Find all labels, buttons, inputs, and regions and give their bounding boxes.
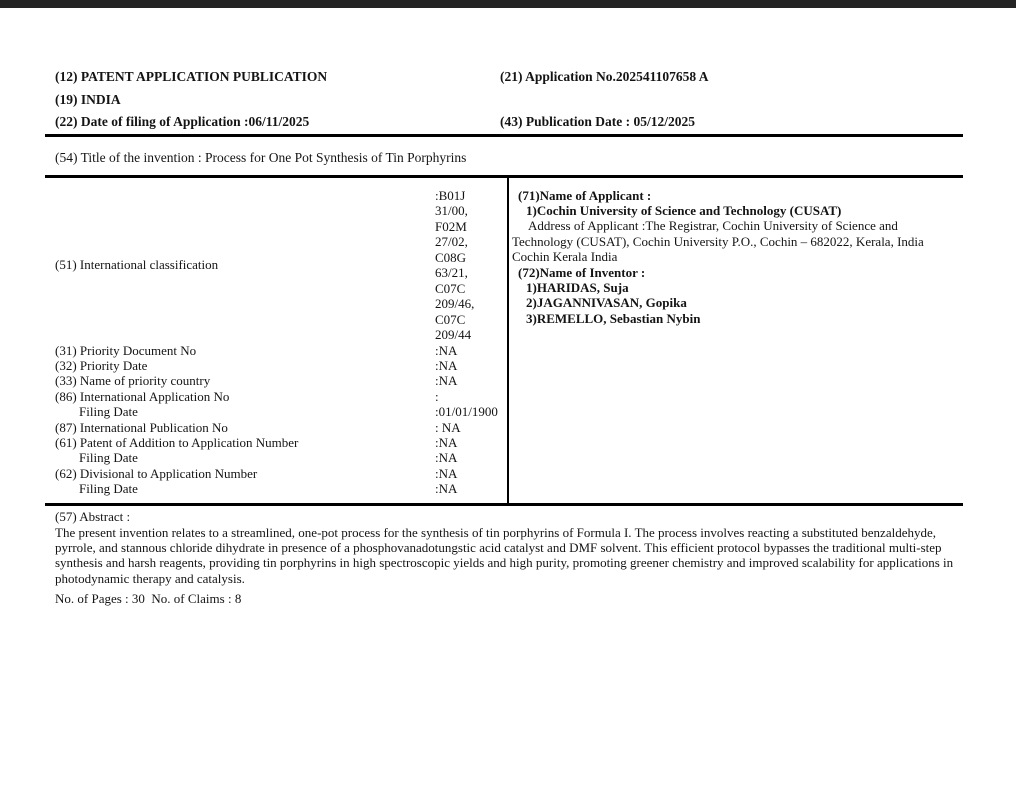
row-value: :NA bbox=[435, 357, 458, 373]
row-value: :NA bbox=[435, 450, 458, 466]
classification-codes: :B01J 31/00, F02M 27/02, C08G 63/21, C07C 209/46, C07C 209/44 bbox=[435, 187, 475, 342]
table-row bbox=[45, 358, 507, 373]
row-value: :01/01/1900 bbox=[435, 404, 498, 420]
classification-label: (51) International classification bbox=[55, 257, 219, 273]
publication-date: (43) Publication Date : 05/12/2025 bbox=[500, 114, 695, 129]
header-row-2 bbox=[45, 89, 963, 112]
country: (19) INDIA bbox=[55, 91, 121, 107]
bibliographic-table bbox=[45, 175, 963, 506]
row-label: (86) International Application No bbox=[55, 388, 230, 404]
inventor-name: 1)HARIDAS, Suja bbox=[526, 279, 629, 295]
row-value: : NA bbox=[435, 419, 461, 435]
row-label: Filing Date bbox=[79, 481, 138, 497]
application-number: (21) Application No.202541107658 A bbox=[500, 69, 709, 84]
row-value: :NA bbox=[435, 434, 458, 450]
row-value: :NA bbox=[435, 481, 458, 497]
header-row-1 bbox=[45, 66, 963, 89]
row-value: :NA bbox=[435, 373, 458, 389]
filing-date: (22) Date of filing of Application :06/11/2025 bbox=[55, 114, 310, 129]
row-label: (62) Divisional to Application Number bbox=[55, 465, 258, 481]
inventor-name: 3)REMELLO, Sebastian Nybin bbox=[526, 310, 701, 326]
row-label: (87) International Publication No bbox=[55, 419, 228, 435]
patent-front-page bbox=[0, 8, 1016, 607]
row-label: (32) Priority Date bbox=[55, 357, 148, 373]
table-row bbox=[45, 450, 507, 465]
applicant-address: Address of Applicant :The Registrar, Cochin University of Science and Technology (CUSAT), Cochin University P.O., Cochin – 682022, Kerala, India Cochin Kerala India bbox=[512, 218, 924, 265]
row-label: (33) Name of priority country bbox=[55, 373, 211, 389]
table-row bbox=[45, 481, 507, 496]
header-row-2-spacer bbox=[500, 89, 963, 112]
table-row bbox=[45, 435, 507, 450]
inventor-heading: (72)Name of Inventor : bbox=[518, 264, 646, 280]
table-row bbox=[45, 343, 507, 358]
row-value: :NA bbox=[435, 465, 458, 481]
table-row bbox=[45, 404, 507, 419]
publication-type: (12) PATENT APPLICATION PUBLICATION bbox=[55, 69, 328, 84]
table-left-column bbox=[45, 178, 507, 503]
table-right-column bbox=[507, 178, 963, 503]
viewer-top-bar bbox=[0, 0, 1016, 8]
row-label: (61) Patent of Addition to Application Number bbox=[55, 434, 299, 450]
applicant-heading: (71)Name of Applicant : bbox=[518, 187, 652, 203]
applicant-name: 1)Cochin University of Science and Technology (CUSAT) bbox=[526, 202, 842, 218]
table-row bbox=[45, 373, 507, 388]
table-row bbox=[45, 420, 507, 435]
bibliographic-header bbox=[45, 8, 963, 134]
classification-row bbox=[45, 188, 507, 343]
row-label: Filing Date bbox=[79, 404, 138, 420]
table-row bbox=[45, 466, 507, 481]
row-value: : bbox=[435, 388, 439, 404]
abstract-section bbox=[45, 506, 963, 608]
row-label: (31) Priority Document No bbox=[55, 342, 197, 358]
invention-title: (54) Title of the invention : Process for One Pot Synthesis of Tin Porphyrins bbox=[55, 149, 467, 165]
pages-claims-count: No. of Pages : 30 No. of Claims : 8 bbox=[55, 591, 242, 607]
table-row bbox=[45, 389, 507, 404]
inventor-name: 2)JAGANNIVASAN, Gopika bbox=[526, 295, 687, 311]
row-value: :NA bbox=[435, 342, 458, 358]
row-label: Filing Date bbox=[79, 450, 138, 466]
abstract-body: The present invention relates to a streamlined, one-pot process for the synthesis of tin porphyrins of Formula I. The process involves reacting a substituted benzaldehyde, pyrrole, and stannous chloride dihydrate in presence of a phosphovanadotungstic acid catalyst and DMF solvent. This efficient protocol bypasses the traditional multi-step synthesis and harsh reagents, providing tin porphyrins in high spectroscopic yields and high purity, promoting greener chemistry and improved scalability for applications in photodynamic therapy and catalysis. bbox=[55, 524, 954, 586]
header-row-3 bbox=[45, 111, 963, 134]
abstract-heading: (57) Abstract : bbox=[55, 508, 131, 524]
